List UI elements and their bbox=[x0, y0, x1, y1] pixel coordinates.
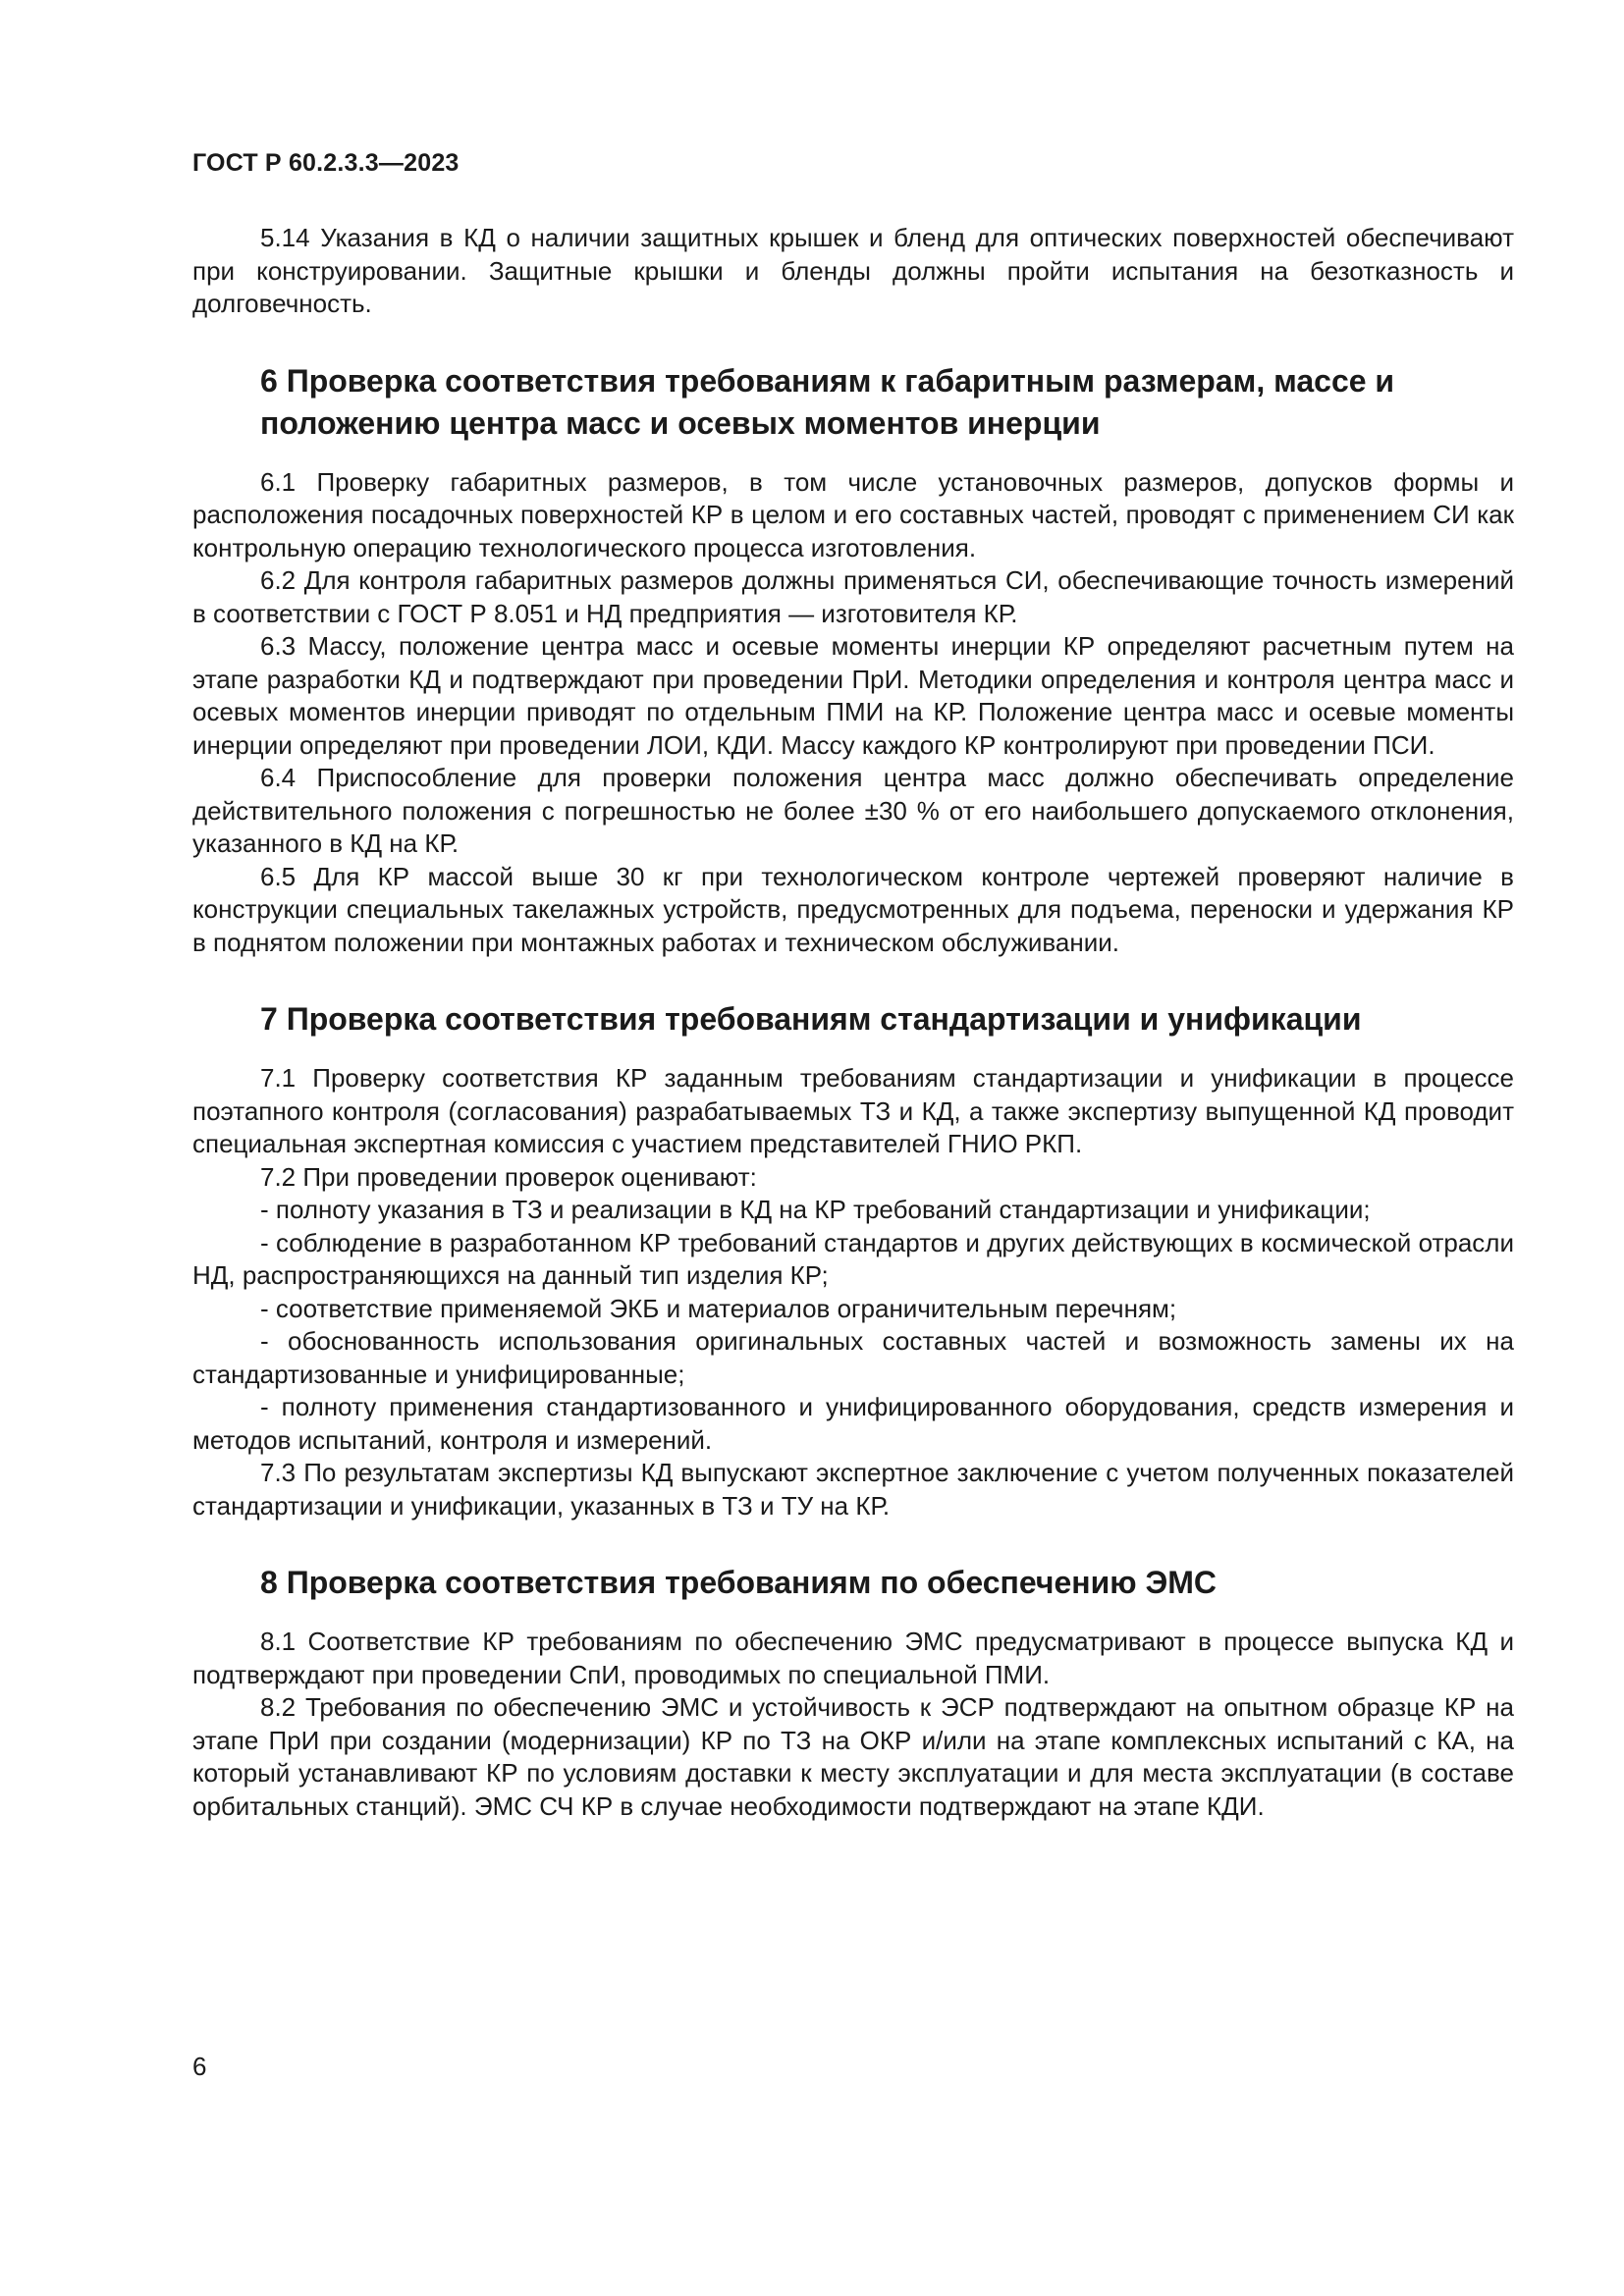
paragraph-8-1: 8.1 Соответствие КР требованиям по обеспечению ЭМС предусматривают в процессе выпуска КД и подтверждают при проведении СпИ, проводимых по специальной ПМИ. bbox=[192, 1627, 1514, 1689]
list-item: - полноту указания в ТЗ и реализации в КД на КР требований стандартизации и унификации; bbox=[260, 1195, 1371, 1224]
paragraph-6-2: 6.2 Для контроля габаритных размеров должны применяться СИ, обеспечивающие точность измерений в соответствии с ГОСТ Р 8.051 и НД предприятия — изготовителя КР. bbox=[192, 565, 1514, 628]
paragraph-5-14: 5.14 Указания в КД о наличии защитных крышек и бленд для оптических поверхностей обеспечивают при конструировании. Защитные крышки и бленды должны пройти испытания на безотказность и долговечность. bbox=[192, 223, 1514, 318]
paragraph-8-2: 8.2 Требования по обеспечению ЭМС и устойчивость к ЭСР подтверждают на опытном образце КР на этапе ПрИ при создании (модернизации) КР по ТЗ на ОКР и/или на этапе комплексных испытаний с КА, на который устанавливают КР по условиям доставки к месту эксплуатации и для места эксплуатации (в составе орбитальных станций). ЭМС СЧ КР в случае необходимости подтверждают на этапе КДИ. bbox=[192, 1692, 1514, 1821]
paragraph-6-1: 6.1 Проверку габаритных размеров, в том числе установочных размеров, допусков формы и расположения посадочных поверхностей КР в целом и его составных частей, проводят с применением СИ как контрольную операцию технологического процесса изготовления. bbox=[192, 466, 1514, 562]
paragraph-6-5: 6.5 Для КР массой выше 30 кг при технологическом контроле чертежей проверяют наличие в конструкции специальных такелажных устройств, предусмотренных для подъема, переноски и удержания КР в поднятом положении при монтажных работах и техническом обслуживании. bbox=[192, 861, 1514, 957]
document-header: ГОСТ Р 60.2.3.3—2023 bbox=[192, 149, 460, 177]
list-item: - соответствие применяемой ЭКБ и материалов ограничительным перечням; bbox=[260, 1293, 1177, 1323]
list-item: - обоснованность использования оригинальных составных частей и возможность замены их на стандартизованные и унифицированные; bbox=[192, 1326, 1514, 1389]
list-item: - полноту применения стандартизованного и унифицированного оборудования, средств измерения и методов испытаний, контроля и измерений. bbox=[192, 1392, 1514, 1455]
list-item: - соблюдение в разработанном КР требований стандартов и других действующих в космической отрасли НД, распространяющихся на данный тип изделия КР; bbox=[192, 1227, 1514, 1290]
paragraph-6-3: 6.3 Массу, положение центра масс и осевые моменты инерции КР определяют расчетным путем на этапе разработки КД и подтверждают при проведении ПрИ. Методики определения и контроля центра масс и осевых моментов инерции приводят по отдельным ПМИ на КР. Положение центра масс и осевые моменты инерции определяют при проведении ЛОИ, КДИ. Массу каждого КР контролируют при проведении ПСИ. bbox=[192, 631, 1514, 760]
section-heading-6: 6 Проверка соответствия требованиям к габаритным размерам, массе и положению центра масс и осевых моментов инерции bbox=[260, 362, 1395, 441]
paragraph-7-2: 7.2 При проведении проверок оценивают: bbox=[260, 1161, 757, 1192]
paragraph-6-4: 6.4 Приспособление для проверки положения центра масс должно обеспечивать определение действительного положения с погрешностью не более ±30 % от его наибольшего допускаемого отклонения, указанного в КД на КР. bbox=[192, 763, 1514, 858]
paragraph-7-3: 7.3 По результатам экспертизы КД выпускают экспертное заключение с учетом полученных показателей стандартизации и унификации, указанных в ТЗ и ТУ на КР. bbox=[192, 1458, 1514, 1521]
paragraph-7-1: 7.1 Проверку соответствия КР заданным требованиям стандартизации и унификации в процессе поэтапного контроля (согласования) разрабатываемых ТЗ и КД, а также экспертизу выпущенной КД проводит специальная экспертная комиссия с участием представителей ГНИО РКП. bbox=[192, 1063, 1514, 1158]
page-content bbox=[192, 222, 1514, 1823]
section-heading-7: 7 Проверка соответствия требованиям стандартизации и унификации bbox=[260, 1001, 1362, 1037]
section-heading-8: 8 Проверка соответствия требованиям по обеспечению ЭМС bbox=[260, 1565, 1217, 1600]
page-number: 6 bbox=[192, 2052, 207, 2081]
